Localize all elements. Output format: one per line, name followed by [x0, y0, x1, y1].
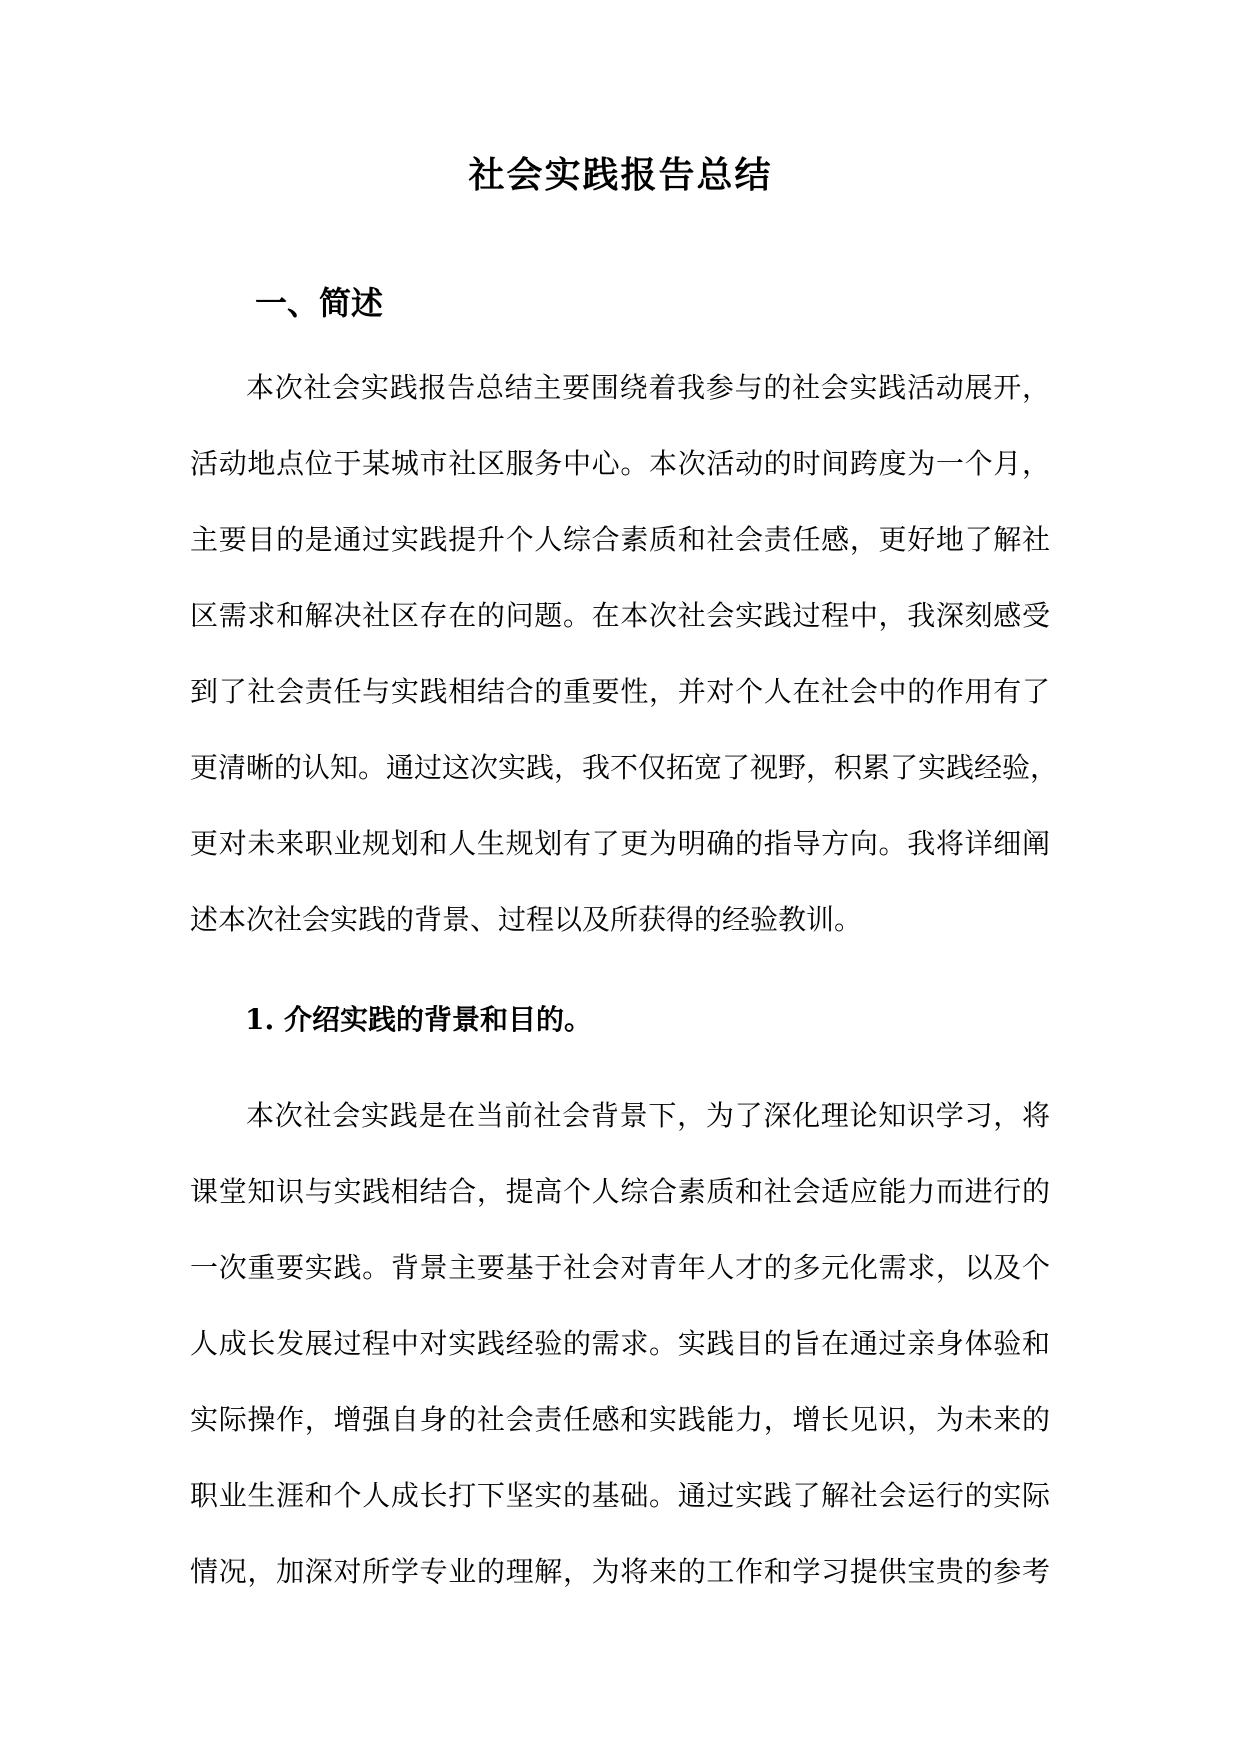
- paragraph-line: 区需求和解决社区存在的问题。在本次社会实践过程中，我深刻感受: [190, 599, 1050, 632]
- paragraph-line: 本次社会实践报告总结主要围绕着我参与的社会实践活动展开，: [246, 371, 1050, 404]
- paragraph-line: 职业生涯和个人成长打下坚实的基础。通过实践了解社会运行的实际: [190, 1479, 1050, 1512]
- paragraph-line: 课堂知识与实践相结合，提高个人综合素质和社会适应能力而进行的: [190, 1175, 1050, 1208]
- paragraph-line: 情况，加深对所学专业的理解，为将来的工作和学习提供宝贵的参考: [190, 1555, 1050, 1588]
- paragraph-line: 活动地点位于某城市社区服务中心。本次活动的时间跨度为一个月，: [190, 447, 1050, 480]
- paragraph-line: 实际操作，增强自身的社会责任感和实践能力，增长见识，为未来的: [190, 1403, 1050, 1436]
- document-title: 社会实践报告总结: [468, 154, 773, 196]
- paragraph-line: 一次重要实践。背景主要基于社会对青年人才的多元化需求，以及个: [190, 1251, 1050, 1284]
- section-heading: 一、简述: [255, 284, 384, 322]
- paragraph-line: 述本次社会实践的背景、过程以及所获得的经验教训。: [190, 903, 863, 936]
- paragraph-line: 人成长发展过程中对实践经验的需求。实践目的旨在通过亲身体验和: [190, 1327, 1050, 1360]
- paragraph-line: 更清晰的认知。通过这次实践，我不仅拓宽了视野，积累了实践经验，: [190, 751, 1059, 784]
- paragraph-overview: [190, 350, 1059, 958]
- paragraph-line: 本次社会实践是在当前社会背景下，为了深化理论知识学习，将: [246, 1099, 1050, 1132]
- sub-heading: 1. 介绍实践的背景和目的。: [245, 1003, 592, 1036]
- paragraph-line: 到了社会责任与实践相结合的重要性，并对个人在社会中的作用有了: [190, 675, 1050, 708]
- paragraph-line: 主要目的是通过实践提升个人综合素质和社会责任感，更好地了解社: [190, 523, 1050, 556]
- paragraph-background: [190, 1078, 1050, 1610]
- paragraph-line: 更对未来职业规划和人生规划有了更为明确的指导方向。我将详细阐: [190, 827, 1050, 860]
